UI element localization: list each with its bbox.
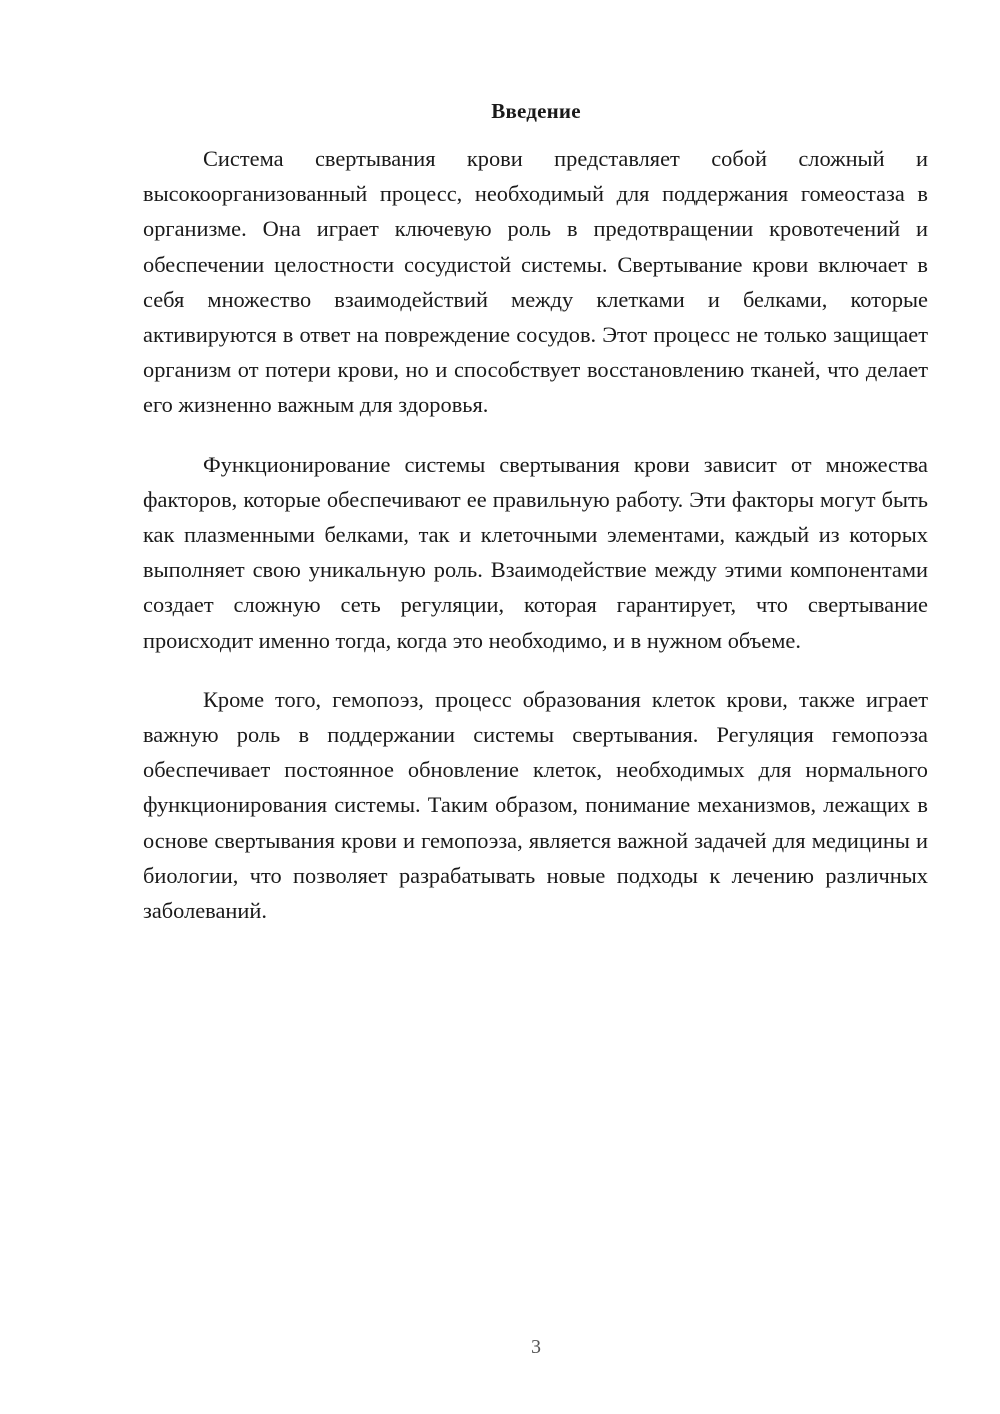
paragraph-3: Кроме того, гемопоэз, процесс образования клеток крови, также играет важную роль в поддержании системы свертывания. Регуляция гемопоэза обеспечивает постоянное обновление клеток, необходимых для нормального функционирования системы. Таким образом, понимание механизмов, лежащих в основе свертывания крови и гемопоэза, является важной задачей для медицины и биологии, что позволяет разрабатывать новые подходы к лечению различных заболеваний. [143, 686, 928, 924]
page-number: 3 [531, 1336, 541, 1358]
section-title: Введение [491, 99, 581, 123]
paragraph-1: Система свертывания крови представляет собой сложный и высокоорганизованный процесс, необходимый для поддержания гомеостаза в организме. Она играет ключевую роль в предотвращении кровотечений и обеспечении целостности сосудистой системы. Свертывание крови включает в себя множество взаимодействий между клетками и белками, которые активируются в ответ на повреждение сосудов. Этот процесс не только защищает организм от потери крови, но и способствует восстановлению тканей, что делает его жизненно важным для здоровья. [143, 146, 928, 418]
paragraph-2: Функционирование системы свертывания крови зависит от множества факторов, которые обеспечивают ее правильную работу. Эти факторы могут быть как плазменными белками, так и клеточными элементами, каждый из которых выполняет свою уникальную роль. Взаимодействие между этими компонентами создает сложную сеть регуляции, которая гарантирует, что свертывание происходит именно тогда, когда это необходимо, и в нужном объеме. [143, 451, 928, 653]
body-text [143, 141, 928, 952]
